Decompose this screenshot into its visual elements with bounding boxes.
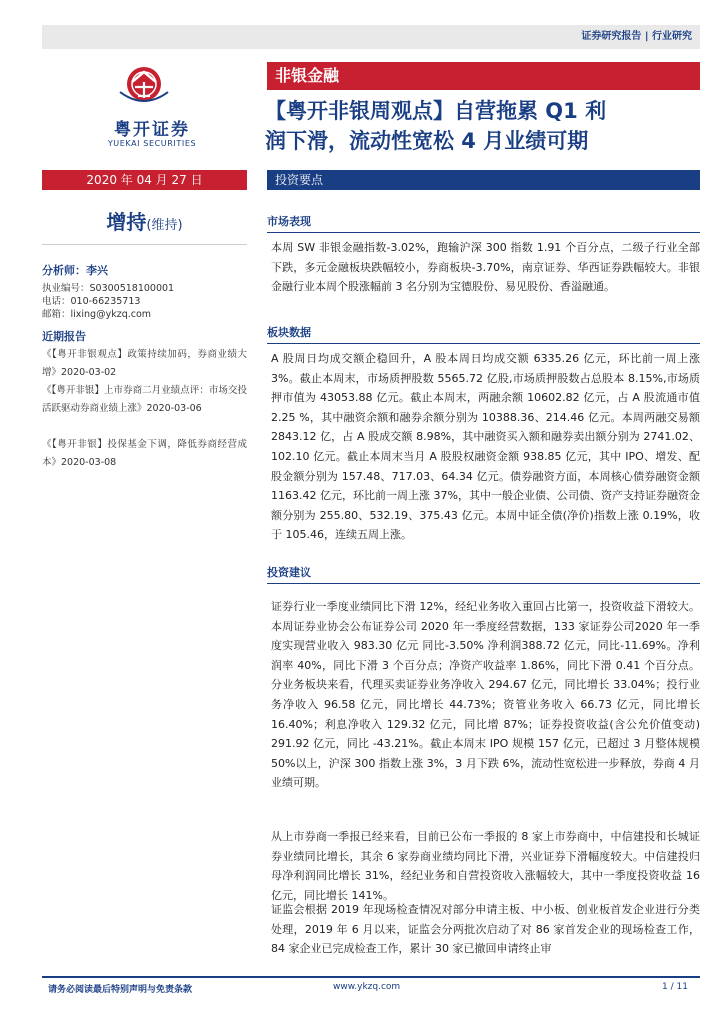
paragraph-advice-3: 证监会根据 2019 年现场检查情况对部分申请主板、中小板、创业板首发企业进行分类处理，2019 年 6 月以来，证监会分两批次启动了对 86 家首发企业的现场检查工作，84 家企业已完成检查工作，累计 30 家已撤回申请终止审 [271, 903, 700, 956]
page-number: 1 / 11 [662, 982, 688, 992]
analyst-email[interactable]: 邮箱：lixing@ykzq.com [42, 309, 152, 320]
industry-category: 非银金融 [267, 62, 700, 90]
footer-disclaimer[interactable]: 请务必阅读最后特别声明与免责条款 [48, 985, 193, 995]
analyst-phone: 电话：010-66235713 [42, 296, 141, 307]
logo-emblem-icon [92, 62, 212, 122]
recent-report-item[interactable]: 《【粤开非银】上市券商二月业绩点评：市场交投活跃驱动券商业绩上涨》2020-03-06 [42, 385, 247, 414]
rating-main: 增持 [106, 210, 147, 234]
paragraph-advice-2: 从上市券商一季报已经来看，目前已公布一季报的 8 家上市券商中，中信建投和长城证券业绩同比增长，其余 6 家券商业绩均同比下滑，兴业证券下滑幅度较大。中信建投归母净利润同比增长 31%，经纪业务和自营投资收入涨幅较大，其中一季度投资收益 16 亿元，同比增长 141%。 [271, 830, 700, 902]
footer-divider [42, 976, 700, 978]
report-title [265, 96, 705, 156]
recent-report-item[interactable]: 《【粤开非银】投保基金下调，降低券商经营成本》2020-03-08 [42, 439, 247, 468]
company-name-en: YUEKAI SECURITIES [107, 139, 197, 148]
paragraph-sector: A 股周日均成交额企稳回升，A 股本周日均成交额 6335.26 亿元，环比前一周上涨 3%。截止本周末，市场质押股数 5565.72 亿股,市场质押股数占总股本 8.15%,市场质押市值为 43053.88 亿元。截止本周末，两融余额 10602.82 亿元，占 A 股流通市值 2.25 %，其中融资余额和融券余额分别为 10388.36、214.46 亿元。本周两融交易额 2843.12 亿，占 A 股成交额 8.98%，其中融资买入额和融券卖出额分别为 2741.02、102.10 亿元。截止本周末当月 A 股股权融资金额 938.85 亿元，其中 IPO、增发、配股金额分别为 157.48、717.03、64.34 亿元。债券融资方面，本周核心债券融资金额 1163.42 亿元，环比前一周上涨 37%，其中一般企业债、公司债、资产支持证券融资金额分别为 255.80、532.19、375.43 亿元。本周中证全债(净价)指数上涨 0.19%，收于 105.46，连续五周上涨。 [271, 352, 700, 542]
section-heading-advice: 投资建议 [267, 564, 700, 584]
paragraph-advice-1: 证券行业一季度业绩同比下滑 12%，经纪业务收入重回占比第一，投资收益下滑较大。本周证券业协会公布证券公司 2020 年一季度经营数据，133 家证券公司2020 年一季度实现营业收入 983.30 亿元 同比-3.50% 净利润388.72 亿元，同比-11.69%。净利润率 40%，同比下滑 3 个百分点；净资产收益率 1.86%，同比下滑 0.41 个百分点。分业务板块来看，代理买卖证券业务净收入 294.67 亿元，同比增长 33.04%；投行业务净收入 96.58 亿元，同比增长 44.73%；资管业务收入 66.73 亿元，同比增长 16.40%；利息净收入 129.32 亿元，同比增 87%；证券投资收益(含公允价值变动) 291.92 亿元，同比 -43.21%。截止本周末 IPO 规模 157 亿元，已超过 3 月整体规模 50%以上，沪深 300 指数上涨 3%，3 月下跌 6%，流动性宽松进一步释放，券商 4 月业绩可期。 [271, 600, 700, 790]
report-type-label: 证券研究报告 | 行业研究 [581, 31, 692, 42]
left-divider [42, 244, 247, 245]
section-heading-market: 市场表现 [267, 213, 700, 233]
footer-website[interactable]: www.ykzq.com [333, 982, 401, 992]
report-title-line-2: 润下滑，流动性宽松 4 月业绩可期 [265, 129, 589, 153]
analyst-title: 分析师：李兴 [42, 264, 108, 277]
recent-reports-title: 近期报告 [42, 330, 86, 343]
report-title-line-1: 【粤开非银周观点】自营拖累 Q1 利 [265, 99, 607, 123]
section-heading-sector: 板块数据 [267, 324, 700, 344]
investment-points-bar: 投资要点 [267, 170, 700, 190]
company-name-cn: 粤开证券 [114, 120, 190, 140]
paragraph-market: 本周 SW 非银金融指数-3.02%，跑输沪深 300 指数 1.91 个百分点，二级子行业全部下跌，多元金融板块跌幅较小，券商板块-3.70%，南京证券、华西证券跌幅较大。非银金融行业本周个股涨幅前 3 名分别为宝德股份、易见股份、香溢融通。 [271, 241, 700, 294]
analyst-cert: 执业编号：S0300518100001 [42, 283, 175, 294]
recent-report-item[interactable]: 《【粤开非银观点】政策持续加码，券商业绩大增》2020-03-02 [42, 349, 247, 378]
rating-sub: (维持) [146, 218, 183, 233]
report-type-bar [42, 25, 700, 49]
rating [42, 206, 247, 235]
report-date: 2020 年 04 月 27 日 [42, 170, 247, 190]
